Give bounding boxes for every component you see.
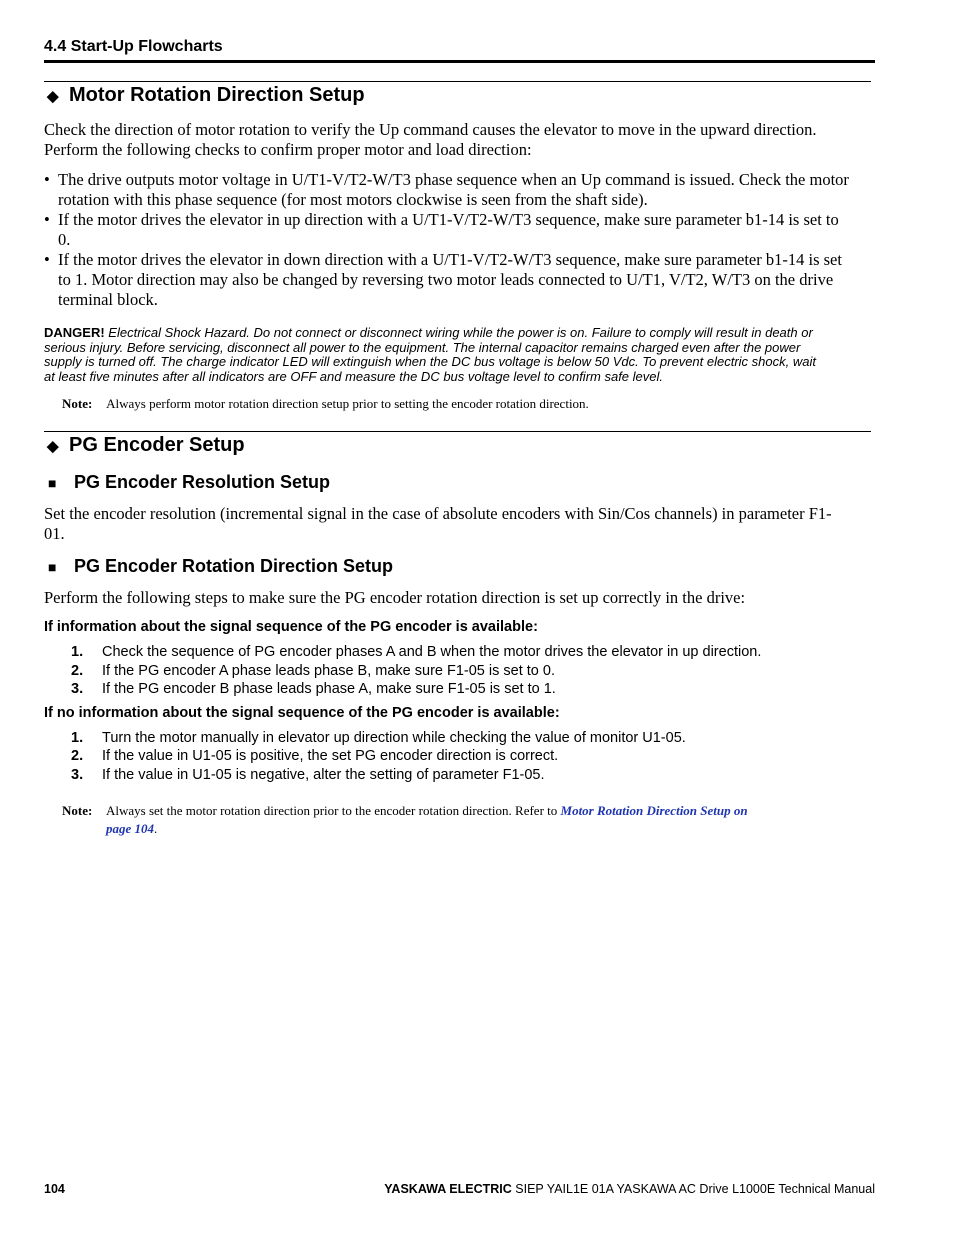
- cross-reference-link[interactable]: Motor Rotation Direction Setup on: [560, 803, 748, 818]
- list-item: [44, 250, 874, 310]
- page-number: 104: [44, 1182, 65, 1196]
- square-icon: ■: [48, 474, 57, 491]
- step-text: If the PG encoder B phase leads phase A, make sure F1-05 is set to 1.: [102, 681, 556, 697]
- danger-notice: [44, 326, 876, 384]
- header-rule: [44, 60, 875, 63]
- bullet-icon: •: [44, 210, 50, 229]
- case-heading: If information about the signal sequence of the PG encoder is available:: [44, 619, 538, 635]
- footer-doc: SIEP YAIL1E 01A YASKAWA AC Drive L1000E Technical Manual: [511, 1182, 875, 1196]
- paragraph: Perform the following steps to make sure the PG encoder rotation direction is set up correctly in the drive:: [44, 588, 746, 607]
- subsection-heading-text: PG Encoder Rotation Direction Setup: [74, 556, 394, 576]
- paragraph-line: Set the encoder resolution (incremental signal in the case of absolute encoders with Sin/Cos channels) in parameter F1-: [44, 504, 832, 523]
- section-heading-text: Motor Rotation Direction Setup: [69, 84, 365, 106]
- subsection-heading-rotation: [48, 556, 393, 577]
- step-item: [71, 643, 761, 661]
- square-icon: ■: [48, 558, 57, 575]
- list-item-line: terminal block.: [58, 290, 158, 309]
- step-item: [71, 766, 545, 784]
- paragraph: [44, 504, 872, 544]
- subsection-heading-text: PG Encoder Resolution Setup: [74, 472, 331, 492]
- danger-text: serious injury. Before servicing, disconnect all power to the equipment. The internal capacitor remains charged even after the power: [44, 339, 801, 355]
- list-item: [44, 170, 874, 210]
- running-header: 4.4 Start-Up Flowcharts: [44, 38, 223, 55]
- bullet-icon: •: [44, 250, 50, 269]
- danger-text: supply is turned off. The charge indicator LED will extinguish when the DC bus voltage is below 50 Vdc. To prevent electric shock, wait: [44, 354, 816, 369]
- diamond-icon: ◆: [47, 437, 59, 455]
- paragraph: [44, 120, 872, 160]
- danger-label: DANGER!: [44, 325, 105, 340]
- section-heading-motor-rotation: [47, 84, 365, 107]
- list-item-line: to 1. Motor direction may also be changed by reversing two motor leads connected to U/T1, V/T2, W/T3 on the drive: [58, 270, 834, 289]
- step-text: If the PG encoder A phase leads phase B, make sure F1-05 is set to 0.: [102, 663, 555, 679]
- step-number: 2.: [71, 748, 84, 764]
- bullet-icon: •: [44, 170, 50, 189]
- step-item: [71, 729, 686, 747]
- danger-text: Electrical Shock Hazard. Do not connect or disconnect wiring while the power is on. Failure to comply will result in death or: [108, 325, 813, 340]
- paragraph-line: Check the direction of motor rotation to verify the Up command causes the elevator to move in the upward direction.: [44, 120, 817, 139]
- step-number: 3.: [71, 681, 84, 697]
- note: [62, 395, 589, 413]
- step-number: 1.: [71, 644, 84, 660]
- step-text: Turn the motor manually in elevator up direction while checking the value of monitor U1-05.: [102, 730, 686, 746]
- paragraph-line: 01.: [44, 524, 65, 543]
- section-heading-pg-encoder: [47, 434, 245, 457]
- list-item-line: The drive outputs motor voltage in U/T1-V/T2-W/T3 phase sequence when an Up command is issued. Check the motor: [58, 170, 849, 189]
- footer-doc-title: [384, 1182, 875, 1196]
- step-text: If the value in U1-05 is positive, the set PG encoder direction is correct.: [102, 748, 559, 764]
- list-item-line: 0.: [58, 230, 71, 249]
- step-number: 3.: [71, 767, 84, 783]
- step-text: If the value in U1-05 is negative, alter the setting of parameter F1-05.: [102, 767, 545, 783]
- diamond-icon: ◆: [47, 87, 59, 105]
- paragraph-line: Perform the following checks to confirm proper motor and load direction:: [44, 140, 532, 159]
- note-text: Always set the motor rotation direction prior to the encoder rotation direction. Refer to: [106, 803, 561, 818]
- section-rule: [44, 81, 871, 82]
- note: [62, 802, 748, 838]
- cross-reference-link[interactable]: page 104: [106, 821, 155, 836]
- section-rule: [44, 431, 871, 432]
- step-item: [71, 662, 555, 680]
- note-label: Note:: [62, 803, 93, 818]
- section-heading-text: PG Encoder Setup: [69, 434, 245, 456]
- step-item: [71, 680, 556, 698]
- danger-text: at least five minutes after all indicators are OFF and measure the DC bus voltage level to confirm safe level.: [44, 368, 663, 384]
- note-text: .: [154, 821, 158, 836]
- note-text: Always perform motor rotation direction setup prior to setting the encoder rotation direction.: [106, 396, 589, 411]
- list-item-line: If the motor drives the elevator in up direction with a U/T1-V/T2-W/T3 sequence, make sure parameter b1-14 is set to: [58, 210, 839, 229]
- list-item-line: If the motor drives the elevator in down direction with a U/T1-V/T2-W/T3 sequence, make sure parameter b1-14 is set: [58, 250, 842, 269]
- step-text: Check the sequence of PG encoder phases A and B when the motor drives the elevator in up direction.: [102, 644, 762, 660]
- subsection-heading-resolution: [48, 472, 330, 493]
- step-number: 1.: [71, 730, 84, 746]
- list-item-line: rotation with this phase sequence (for most motors clockwise is seen from the shaft side).: [58, 190, 648, 209]
- case-heading: If no information about the signal sequence of the PG encoder is available:: [44, 705, 560, 721]
- footer-brand: YASKAWA ELECTRIC: [384, 1182, 512, 1196]
- step-item: [71, 747, 558, 765]
- step-number: 2.: [71, 663, 84, 679]
- list-item: [44, 210, 874, 250]
- note-label: Note:: [62, 396, 93, 411]
